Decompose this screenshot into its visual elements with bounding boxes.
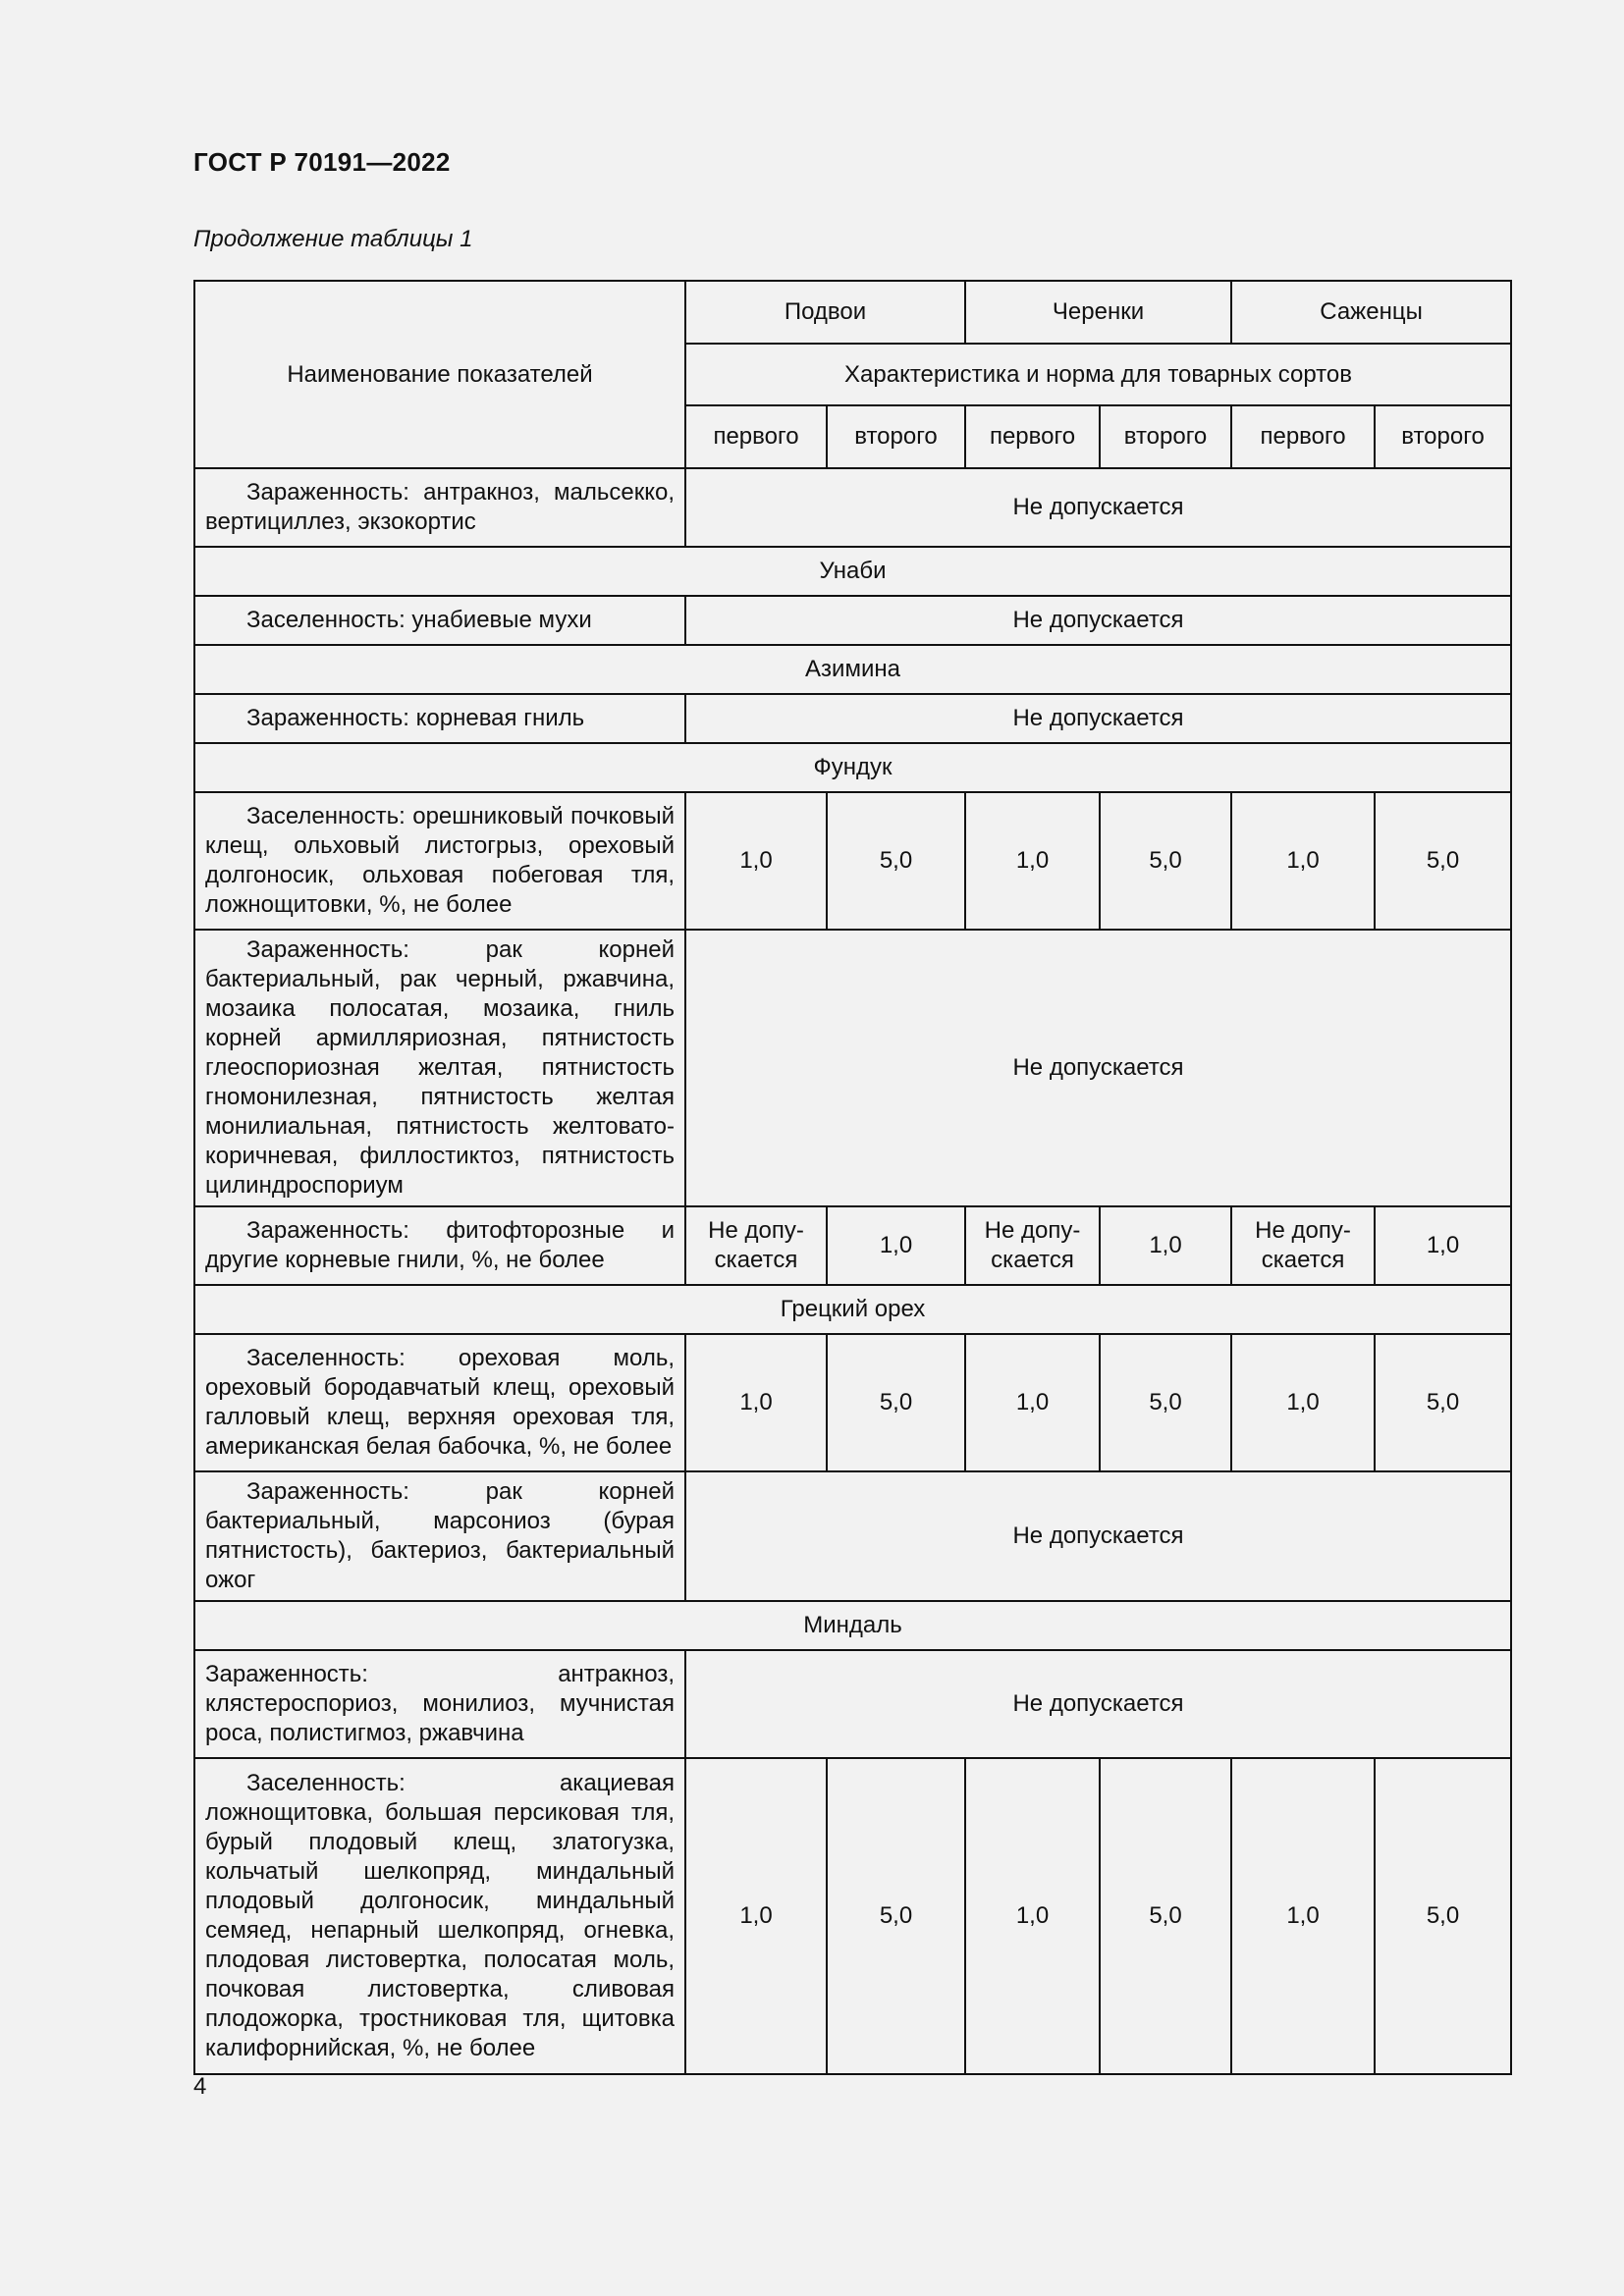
header-grade: второго (827, 405, 965, 468)
norm-value: Не допускается (685, 694, 1511, 743)
norm-value: Не допу- скается (1231, 1206, 1375, 1285)
table-row (194, 1471, 1511, 1601)
norm-value: Не допу- скается (685, 1206, 827, 1285)
table-row (194, 930, 1511, 1206)
header-name-column: Наименование показателей (194, 281, 685, 468)
page-number: 4 (193, 2073, 207, 2100)
header-characteristic: Характеристика и норма для товарных сортов (685, 344, 1511, 405)
header-grade: первого (685, 405, 827, 468)
header-grade: первого (965, 405, 1100, 468)
section-row (194, 547, 1511, 596)
document-title: ГОСТ Р 70191—2022 (193, 147, 451, 177)
table-row (194, 1650, 1511, 1758)
norm-value: Не допускается (685, 930, 1511, 1206)
table-caption: Продолжение таблицы 1 (193, 226, 473, 252)
norm-value: 1,0 (965, 1334, 1100, 1471)
indicator-name: Зараженность: корневая гниль (194, 694, 685, 743)
indicator-name: Зараженность: антракноз, мальсекко, вертициллез, экзокортис (194, 468, 685, 547)
norm-value: 1,0 (685, 1334, 827, 1471)
norm-value: 1,0 (1231, 792, 1375, 930)
norm-value: 1,0 (827, 1206, 965, 1285)
header-grade: первого (1231, 405, 1375, 468)
indicator-name: Заселенность: акациевая ложнощитовка, большая персиковая тля, бурый плодовый клещ, златогузка, кольчатый шелкопряд, миндальный плодовый долгоносик, миндальный семяед, непарный шелкопряд, огневка, плодовая листовертка, полосатая моль, почковая листовертка, сливовая плодожорка, тростниковая тля, щитовка калифорнийская, %, не более (194, 1758, 685, 2074)
section-title: Миндаль (194, 1601, 1511, 1650)
norm-value: Не допускается (685, 468, 1511, 547)
norm-value: 1,0 (1231, 1758, 1375, 2074)
section-title: Унаби (194, 547, 1511, 596)
norm-value: Не допу- скается (965, 1206, 1100, 1285)
norm-value: 5,0 (1100, 1334, 1231, 1471)
indicator-name: Зараженность: фитофторозные и другие корневые гнили, %, не более (194, 1206, 685, 1285)
section-row (194, 645, 1511, 694)
norm-value: 5,0 (1100, 792, 1231, 930)
norm-value: Не допускается (685, 596, 1511, 645)
indicator-name: Заселенность: ореховая моль, ореховый бородавчатый клещ, ореховый галловый клещ, верхняя ореховая тля, американская белая бабочка, %, не более (194, 1334, 685, 1471)
table-row (194, 468, 1511, 547)
norm-value: 5,0 (827, 792, 965, 930)
norm-value: 5,0 (1375, 1758, 1511, 2074)
norm-value: 1,0 (1100, 1206, 1231, 1285)
indicators-table (193, 280, 1512, 2075)
indicator-name: Заселенность: орешниковый почковый клещ, ольховый листогрыз, ореховый долгоносик, ольховая побеговая тля, ложнощитовки, %, не более (194, 792, 685, 930)
table-row (194, 1334, 1511, 1471)
header-group-rootstocks: Подвои (685, 281, 965, 344)
section-title: Азимина (194, 645, 1511, 694)
indicator-name: Зараженность: рак корней бактериальный, рак черный, ржавчина, мозаика полосатая, мозаика, гниль корней армилляриозная, пятнистость глеоспориозная желтая, пятнистость гномонилезная, пятнистость желтая монилиальная, пятнистость желтовато-коричневая, филлостиктоз, пятнистость цилиндроспориум (194, 930, 685, 1206)
norm-value: 1,0 (965, 1758, 1100, 2074)
norm-value: 5,0 (1100, 1758, 1231, 2074)
norm-value: Не допускается (685, 1650, 1511, 1758)
header-grade: второго (1100, 405, 1231, 468)
indicator-name: Зараженность: рак корней бактериальный, марсониоз (бурая пятнистость), бактериоз, бактериальный ожог (194, 1471, 685, 1601)
header-grade: второго (1375, 405, 1511, 468)
norm-value: 5,0 (1375, 792, 1511, 930)
header-group-seedlings: Саженцы (1231, 281, 1511, 344)
norm-value: 5,0 (827, 1334, 965, 1471)
table-row (194, 792, 1511, 930)
norm-value: 1,0 (685, 1758, 827, 2074)
norm-value: 5,0 (1375, 1334, 1511, 1471)
indicator-name: Зараженность: антракноз, клястероспориоз, монилиоз, мучнистая роса, полистигмоз, ржавчина (194, 1650, 685, 1758)
header-group-cuttings: Черенки (965, 281, 1231, 344)
section-row (194, 743, 1511, 792)
section-row (194, 1601, 1511, 1650)
section-row (194, 1285, 1511, 1334)
table-row (194, 694, 1511, 743)
table-row (194, 1758, 1511, 2074)
norm-value: 5,0 (827, 1758, 965, 2074)
norm-value: 1,0 (1231, 1334, 1375, 1471)
table-row (194, 1206, 1511, 1285)
indicator-name: Заселенность: унабиевые мухи (194, 596, 685, 645)
section-title: Грецкий орех (194, 1285, 1511, 1334)
norm-value: Не допускается (685, 1471, 1511, 1601)
norm-value: 1,0 (685, 792, 827, 930)
norm-value: 1,0 (1375, 1206, 1511, 1285)
section-title: Фундук (194, 743, 1511, 792)
norm-value: 1,0 (965, 792, 1100, 930)
table-row (194, 596, 1511, 645)
